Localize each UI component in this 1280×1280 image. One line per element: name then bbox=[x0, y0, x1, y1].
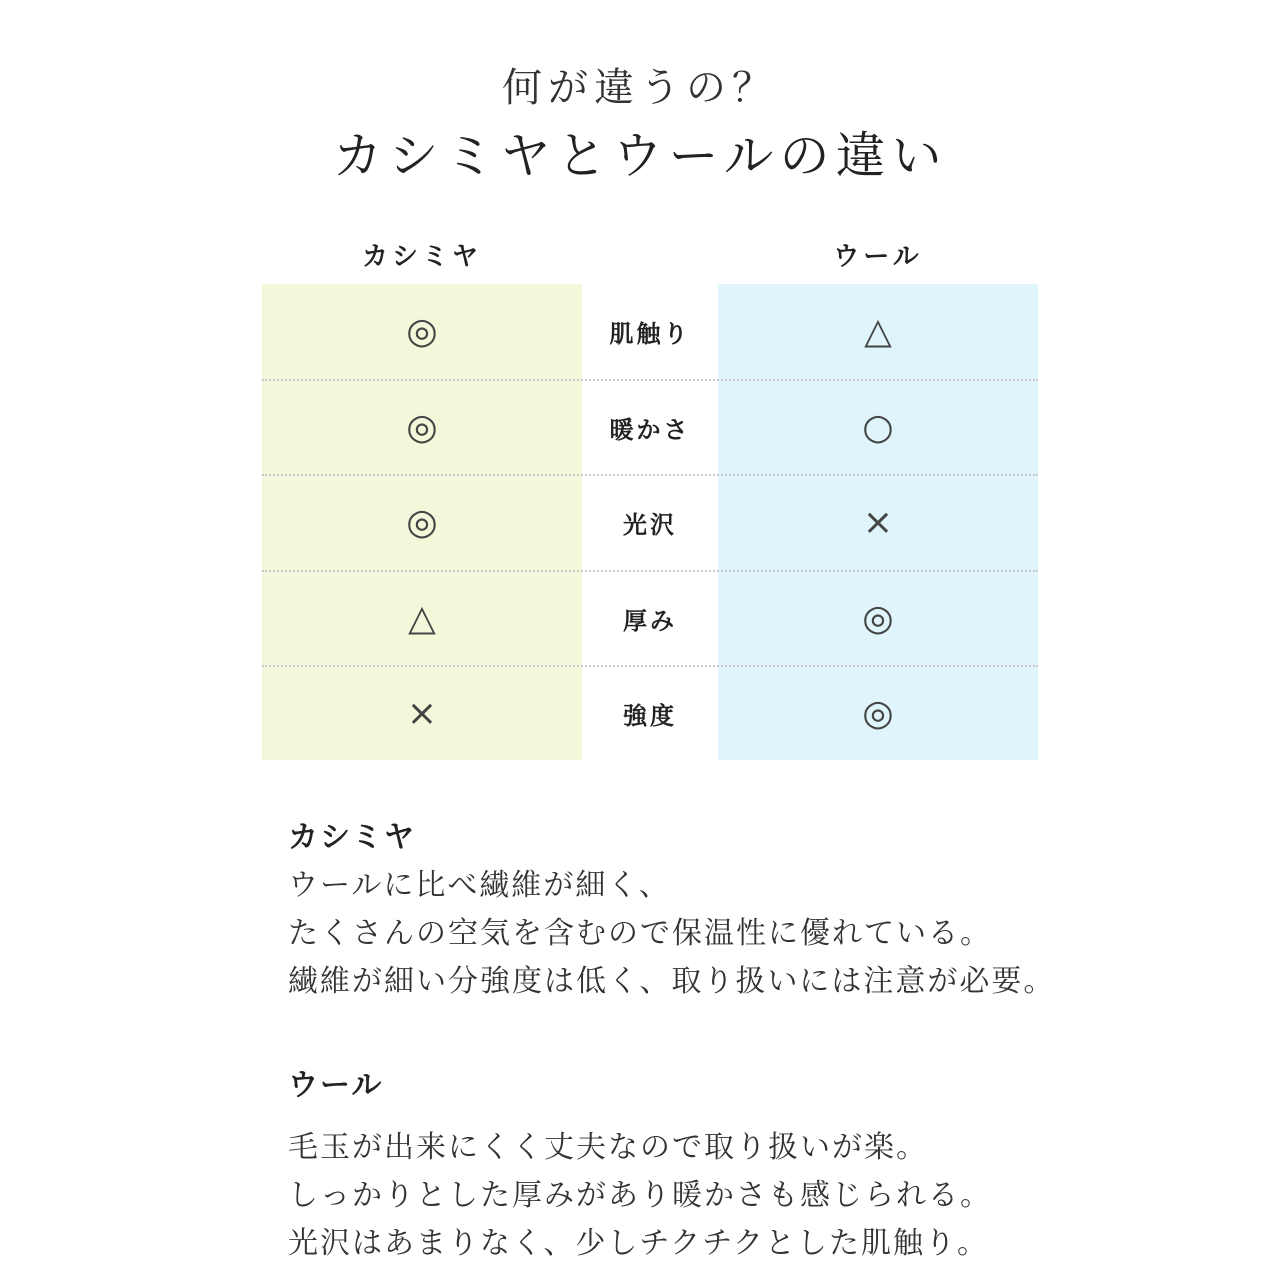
cashmere-rating: × bbox=[406, 692, 438, 734]
description-line: しっかりとした厚みがあり暖かさも感じられる。 bbox=[288, 1178, 992, 1213]
column-header-cashmere: カシミヤ bbox=[361, 242, 482, 272]
wool-rating: ◎ bbox=[862, 597, 894, 639]
wool-rating: ◎ bbox=[862, 692, 894, 734]
subtitle: 何が違うの？ bbox=[502, 65, 778, 111]
cashmere-heading: カシミヤ bbox=[288, 820, 416, 855]
wool-rating: × bbox=[862, 502, 894, 544]
cashmere-rating: ◎ bbox=[406, 311, 438, 353]
cashmere-rating: ◎ bbox=[406, 502, 438, 544]
description-line: たくさんの空気を含むので保温性に優れている。 bbox=[288, 916, 992, 951]
attribute-label: 厚み bbox=[623, 606, 677, 635]
table-row bbox=[262, 284, 1038, 379]
column-header-wool: ウール bbox=[833, 242, 923, 272]
table-row bbox=[262, 665, 1038, 760]
table-row bbox=[262, 570, 1038, 665]
description-line: 毛玉が出来にくく丈夫なので取り扱いが楽。 bbox=[288, 1130, 928, 1165]
description-line: ウールに比べ繊維が細く、 bbox=[288, 868, 671, 903]
description-line: 光沢はあまりなく、少しチクチクとした肌触り。 bbox=[288, 1226, 989, 1261]
wool-rating: △ bbox=[864, 311, 892, 353]
attribute-label: 強度 bbox=[623, 701, 677, 730]
wool-description bbox=[288, 1062, 1188, 1268]
description-line: 繊維が細い分強度は低く、取り扱いには注意が必要。 bbox=[288, 964, 1056, 999]
table-row bbox=[262, 474, 1038, 569]
cashmere-description bbox=[288, 814, 1188, 1006]
attribute-label: 暖かさ bbox=[609, 416, 691, 445]
page-title: カシミヤとウールの違い bbox=[332, 127, 948, 185]
wool-rating: ○ bbox=[862, 407, 894, 449]
attribute-label: 光沢 bbox=[623, 511, 677, 540]
table-row bbox=[262, 379, 1038, 474]
wool-heading: ウール bbox=[288, 1068, 384, 1103]
comparison-table bbox=[262, 284, 1038, 760]
attribute-label: 肌触り bbox=[609, 320, 691, 349]
cashmere-rating: ◎ bbox=[406, 407, 438, 449]
cashmere-rating: △ bbox=[408, 597, 436, 639]
